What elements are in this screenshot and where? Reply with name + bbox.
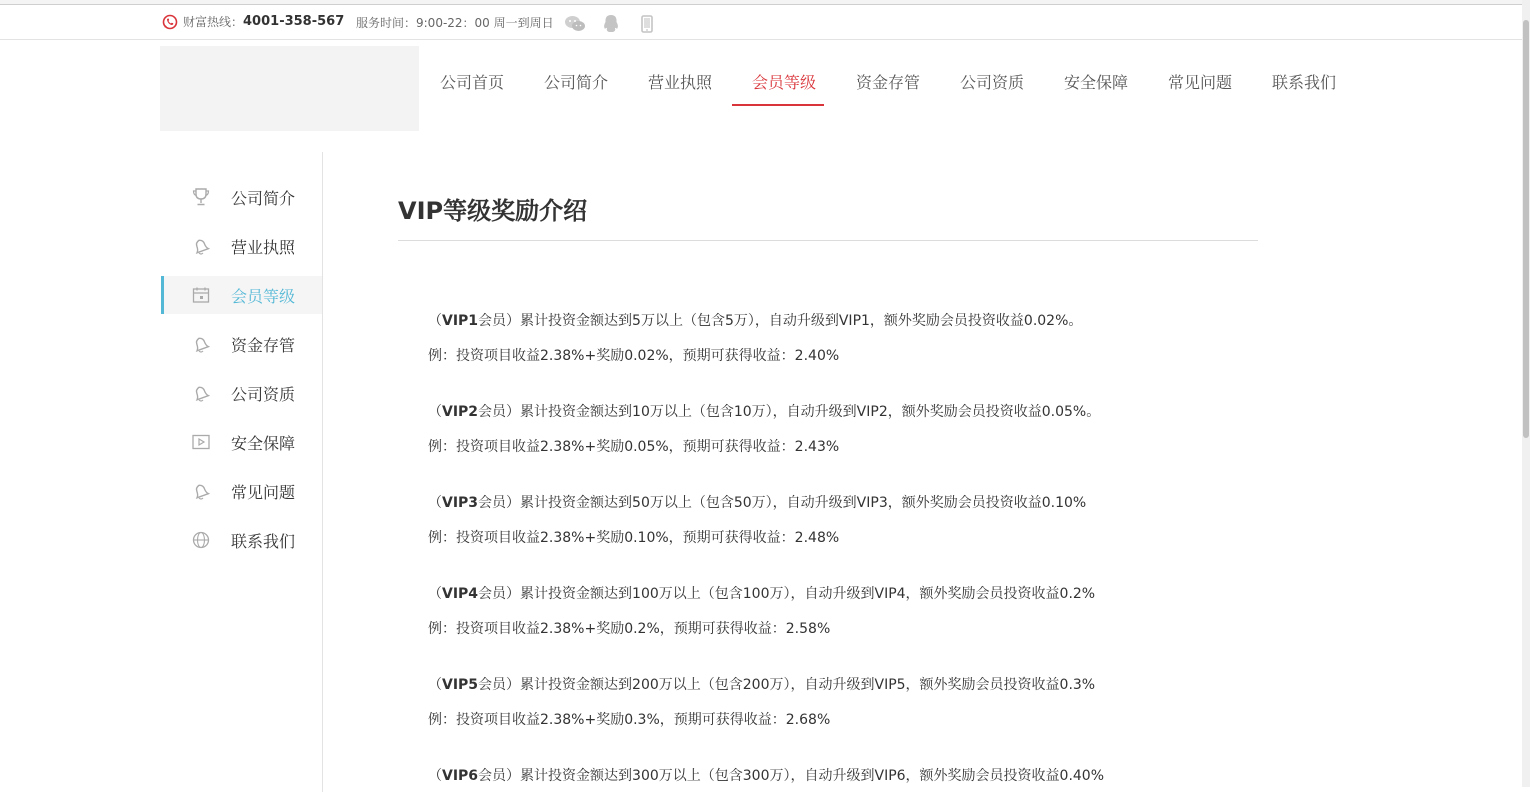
tier-open-paren: （ bbox=[428, 768, 442, 784]
nav-home[interactable]: 公司首页 bbox=[439, 73, 504, 92]
vip-tier-1 bbox=[428, 310, 1083, 364]
tier-level: VIP6 bbox=[442, 768, 479, 784]
tier-level: VIP4 bbox=[442, 586, 479, 602]
sidebar-item-label: 公司简介 bbox=[231, 188, 296, 208]
qq-icon[interactable] bbox=[600, 14, 622, 34]
tier-description: 会员）累计投资金额达到200万以上（包含200万），自动升级到VIP5，额外奖励会员投资收益0.3% bbox=[478, 677, 1096, 693]
tier-open-paren: （ bbox=[428, 495, 442, 511]
tier-level: VIP1 bbox=[442, 313, 479, 329]
video-icon bbox=[191, 432, 211, 452]
logo-placeholder[interactable] bbox=[160, 46, 419, 131]
trophy-icon bbox=[191, 187, 211, 207]
tier-open-paren: （ bbox=[428, 586, 442, 602]
hotline bbox=[162, 13, 344, 30]
tier-description: 会员）累计投资金额达到10万以上（包含10万），自动升级到VIP2，额外奖励会员投资收益0.05%。 bbox=[478, 404, 1101, 420]
tier-description: 会员）累计投资金额达到5万以上（包含5万），自动升级到VIP1，额外奖励会员投资收益0.02%。 bbox=[478, 313, 1083, 329]
bell-icon bbox=[191, 481, 211, 501]
sidebar bbox=[161, 152, 323, 792]
sidebar-item-label: 会员等级 bbox=[231, 286, 296, 306]
tier-open-paren: （ bbox=[428, 313, 442, 329]
vip-tier-5 bbox=[428, 674, 1096, 728]
nav-license[interactable]: 营业执照 bbox=[647, 73, 712, 92]
sidebar-item-funds-custody[interactable] bbox=[161, 325, 322, 363]
tier-example: 例：投资项目收益2.38%+奖励0.10%，预期可获得收益：2.48% bbox=[428, 530, 840, 546]
tier-level: VIP3 bbox=[442, 495, 479, 511]
tier-example: 例：投资项目收益2.38%+奖励0.05%，预期可获得收益：2.43% bbox=[428, 439, 840, 455]
sidebar-item-license[interactable] bbox=[161, 227, 322, 265]
scrollbar-thumb[interactable] bbox=[1523, 20, 1529, 438]
sidebar-item-label: 常见问题 bbox=[231, 482, 296, 502]
vertical-scrollbar[interactable] bbox=[1522, 0, 1530, 787]
nav-membership[interactable]: 会员等级 bbox=[732, 56, 836, 106]
wechat-icon[interactable] bbox=[564, 14, 586, 34]
phone-icon bbox=[162, 14, 178, 30]
sidebar-item-contact[interactable] bbox=[161, 521, 322, 559]
nav-funds-custody[interactable]: 资金存管 bbox=[855, 73, 920, 92]
social-links bbox=[564, 14, 672, 34]
vip-tier-4 bbox=[428, 583, 1096, 637]
tier-example: 例：投资项目收益2.38%+奖励0.2%，预期可获得收益：2.58% bbox=[428, 621, 831, 637]
sidebar-item-label: 资金存管 bbox=[231, 335, 296, 355]
sidebar-item-security[interactable] bbox=[161, 423, 322, 461]
vip-tier-6 bbox=[428, 765, 1104, 787]
tier-level: VIP5 bbox=[442, 677, 479, 693]
bell-icon bbox=[191, 236, 211, 256]
sidebar-item-qualifications[interactable] bbox=[161, 374, 322, 412]
tier-example: 例：投资项目收益2.38%+奖励0.3%，预期可获得收益：2.68% bbox=[428, 712, 831, 728]
vip-tier-3 bbox=[428, 492, 1087, 546]
tier-description: 会员）累计投资金额达到50万以上（包含50万），自动升级到VIP3，额外奖励会员投资收益0.10% bbox=[478, 495, 1087, 511]
sidebar-item-about[interactable] bbox=[161, 178, 322, 216]
top-info-bar bbox=[0, 5, 1522, 40]
tier-open-paren: （ bbox=[428, 677, 442, 693]
tier-level: VIP2 bbox=[442, 404, 479, 420]
nav-qualifications[interactable]: 公司资质 bbox=[959, 73, 1024, 92]
sidebar-item-label: 安全保障 bbox=[231, 433, 296, 453]
globe-icon bbox=[191, 530, 211, 550]
calendar-icon bbox=[191, 285, 211, 305]
tier-description: 会员）累计投资金额达到100万以上（包含100万），自动升级到VIP4，额外奖励会员投资收益0.2% bbox=[478, 586, 1096, 602]
tier-open-paren: （ bbox=[428, 404, 442, 420]
nav-security[interactable]: 安全保障 bbox=[1063, 73, 1128, 92]
sidebar-item-label: 公司资质 bbox=[231, 384, 296, 404]
sidebar-item-membership[interactable] bbox=[161, 276, 322, 314]
page-title: VIP等级奖励介绍 bbox=[398, 180, 1258, 241]
hotline-number: 4001-358-567 bbox=[243, 14, 345, 29]
sidebar-item-label: 联系我们 bbox=[231, 531, 296, 551]
sidebar-item-label: 营业执照 bbox=[231, 237, 296, 257]
nav-about[interactable]: 公司简介 bbox=[543, 73, 608, 92]
nav-faq[interactable]: 常见问题 bbox=[1167, 73, 1232, 92]
service-hours: 服务时间：9:00-22：00 周一到周日 bbox=[356, 16, 554, 30]
main-nav bbox=[420, 56, 1356, 106]
bell-icon bbox=[191, 383, 211, 403]
hotline-label: 财富热线： bbox=[183, 15, 244, 29]
nav-contact[interactable]: 联系我们 bbox=[1271, 73, 1336, 92]
bell-icon bbox=[191, 334, 211, 354]
sidebar-item-faq[interactable] bbox=[161, 472, 322, 510]
mobile-icon[interactable] bbox=[636, 14, 658, 34]
tier-example: 例：投资项目收益2.38%+奖励0.02%，预期可获得收益：2.40% bbox=[428, 348, 840, 364]
tier-description: 会员）累计投资金额达到300万以上（包含300万），自动升级到VIP6，额外奖励会员投资收益0.40% bbox=[478, 768, 1105, 784]
vip-tier-2 bbox=[428, 401, 1101, 455]
main-content bbox=[398, 180, 1258, 784]
